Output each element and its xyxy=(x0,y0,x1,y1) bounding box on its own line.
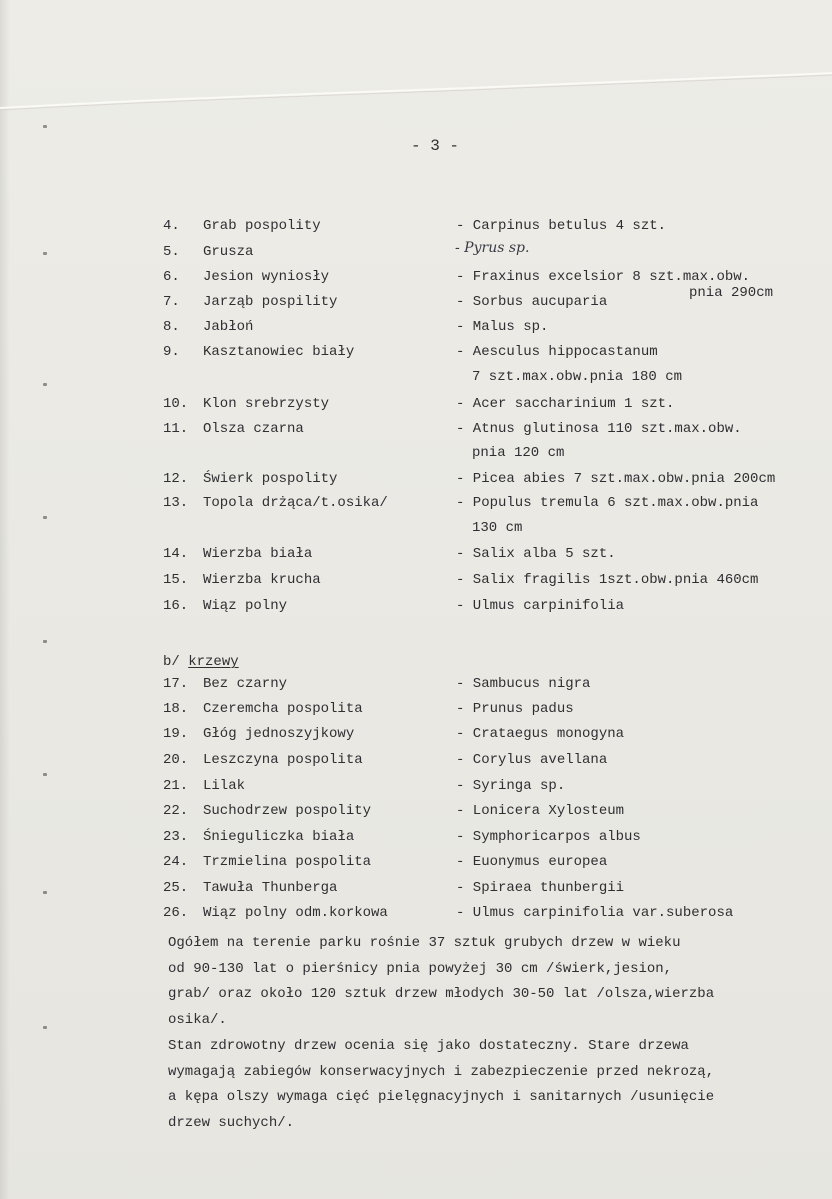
species-number: 19. xyxy=(163,726,189,742)
section-title: krzewy xyxy=(188,654,239,670)
latin-name: - Carpinus betulus 4 szt. xyxy=(456,218,667,234)
species-row-17 xyxy=(0,674,832,698)
polish-name: Grab pospolity xyxy=(203,218,321,234)
species-row-21 xyxy=(0,776,832,800)
polish-name: Wiąz polny xyxy=(203,598,288,614)
species-number: 22. xyxy=(163,803,189,819)
paragraph-line: a kępa olszy wymaga cięć pielęgnacyjnych i sanitarnych /usunięcie xyxy=(168,1089,715,1106)
species-row-4 xyxy=(0,216,832,240)
latin-name: - Salix fragilis 1szt.obw.pnia 460cm xyxy=(456,572,759,588)
species-number: 11. xyxy=(163,421,189,437)
species-number: 18. xyxy=(163,701,189,717)
species-row-20 xyxy=(0,750,832,774)
species-row-15 xyxy=(0,570,832,594)
shrubs-section-heading xyxy=(163,652,303,676)
latin-name-continuation: 130 cm xyxy=(472,520,523,536)
species-number: 20. xyxy=(163,752,189,768)
species-row-14 xyxy=(0,544,832,568)
paragraph-line: od 90-130 lat o pierśnicy pnia powyżej 30 cm /świerk,jesion, xyxy=(168,960,673,977)
paragraph-line: drzew suchych/. xyxy=(168,1114,295,1131)
margin-mark xyxy=(43,1026,47,1029)
species-row-13 xyxy=(0,493,832,517)
polish-name: Olsza czarna xyxy=(203,421,304,437)
handwritten-latin-name: - Pyrus sp. xyxy=(455,240,530,256)
species-number: 21. xyxy=(163,778,189,794)
trunk-note: pnia 290cm xyxy=(689,285,774,301)
latin-name: - Lonicera Xylosteum xyxy=(456,803,625,819)
latin-name: - Symphoricarpos albus xyxy=(456,829,641,845)
latin-name: - Atnus glutinosa 110 szt.max.obw. xyxy=(456,421,742,437)
latin-name: - Ulmus carpinifolia var.suberosa xyxy=(456,905,734,921)
species-row-18 xyxy=(0,699,832,723)
species-number: 9. xyxy=(163,344,180,360)
species-row-22 xyxy=(0,801,832,825)
latin-name: - Fraxinus excelsior 8 szt.max.obw. xyxy=(456,269,751,285)
species-continuation xyxy=(0,443,832,467)
latin-name: - Malus sp. xyxy=(456,319,549,335)
species-number: 12. xyxy=(163,471,189,487)
species-row-25 xyxy=(0,878,832,902)
polish-name: Wierzba biała xyxy=(203,546,313,562)
polish-name: Suchodrzew pospolity xyxy=(203,803,372,819)
polish-name: Świerk pospolity xyxy=(203,471,338,487)
condition-paragraph xyxy=(168,1034,830,1136)
paragraph-line: grab/ oraz około 120 sztuk drzew młodych 30-50 lat /olsza,wierzba xyxy=(168,986,715,1003)
latin-name: - Salix alba 5 szt. xyxy=(456,546,616,562)
latin-name-continuation: 7 szt.max.obw.pnia 180 cm xyxy=(472,369,683,385)
species-number: 23. xyxy=(163,829,189,845)
species-row-23 xyxy=(0,827,832,851)
species-row-24 xyxy=(0,852,832,876)
margin-mark xyxy=(43,640,47,643)
polish-name: Trzmielina pospolita xyxy=(203,854,372,870)
species-row-9 xyxy=(0,342,832,366)
polish-name: Kasztanowiec biały xyxy=(203,344,355,360)
species-number: 17. xyxy=(163,676,189,692)
margin-mark xyxy=(43,125,47,128)
species-row-8 xyxy=(0,317,832,341)
species-row-19 xyxy=(0,724,832,748)
polish-name: Jabłoń xyxy=(203,319,254,335)
species-row-10 xyxy=(0,394,832,418)
polish-name: Śnieguliczka biała xyxy=(203,829,355,845)
species-number: 14. xyxy=(163,546,189,562)
latin-name: - Aesculus hippocastanum xyxy=(456,344,658,360)
section-prefix: b/ xyxy=(163,654,189,670)
species-number: 4. xyxy=(163,218,180,234)
paper-fold-line xyxy=(0,70,832,114)
polish-name: Jarząb pospility xyxy=(203,294,338,310)
latin-name: - Crataegus monogyna xyxy=(456,726,625,742)
polish-name: Grusza xyxy=(203,244,254,260)
latin-name: - Populus tremula 6 szt.max.obw.pnia xyxy=(456,495,759,511)
species-number: 13. xyxy=(163,495,189,511)
species-row-12 xyxy=(0,469,832,493)
polish-name: Bez czarny xyxy=(203,676,288,692)
latin-name: - Acer saccharinium 1 szt. xyxy=(456,396,675,412)
polish-name: Jesion wyniosły xyxy=(203,269,330,285)
latin-name: - Sambucus nigra xyxy=(456,676,591,692)
polish-name: Czeremcha pospolita xyxy=(203,701,363,717)
paragraph-line: osika/. xyxy=(168,1011,227,1028)
summary-paragraph xyxy=(168,931,830,1033)
latin-name: - Sorbus aucuparia xyxy=(456,294,608,310)
species-continuation xyxy=(0,518,832,542)
polish-name: Wierzba krucha xyxy=(203,572,321,588)
polish-name: Głóg jednoszyjkowy xyxy=(203,726,355,742)
paragraph-line: Ogółem na terenie parku rośnie 37 sztuk grubych drzew w wieku xyxy=(168,935,681,951)
polish-name: Topola drżąca/t.osika/ xyxy=(203,495,388,511)
species-number: 5. xyxy=(163,244,180,260)
species-row-16 xyxy=(0,596,832,620)
latin-name: - Ulmus carpinifolia xyxy=(456,598,625,614)
species-number: 8. xyxy=(163,319,180,335)
polish-name: Leszczyna pospolita xyxy=(203,752,363,768)
paragraph-line: wymagają zabiegów konserwacyjnych i zabezpieczenie przed nekrozą, xyxy=(168,1063,715,1080)
species-number: 24. xyxy=(163,854,189,870)
polish-name: Lilak xyxy=(203,778,246,794)
species-number: 16. xyxy=(163,598,189,614)
latin-name: - Spiraea thunbergii xyxy=(456,880,625,896)
species-number: 26. xyxy=(163,905,189,921)
species-number: 25. xyxy=(163,880,189,896)
latin-name: - Syringa sp. xyxy=(456,778,566,794)
latin-name: - Corylus avellana xyxy=(456,752,608,768)
species-number: 7. xyxy=(163,294,180,310)
species-number: 6. xyxy=(163,269,180,285)
latin-name-continuation: pnia 120 cm xyxy=(472,445,565,461)
species-row-7 xyxy=(0,292,832,316)
species-continuation xyxy=(0,367,832,391)
species-row-5 xyxy=(0,242,832,266)
latin-name: - Picea abies 7 szt.max.obw.pnia 200cm xyxy=(456,471,776,487)
latin-name: - Prunus padus xyxy=(456,701,574,717)
polish-name: Wiąz polny odm.korkowa xyxy=(203,905,388,921)
polish-name: Tawuła Thunberga xyxy=(203,880,338,896)
species-number: 10. xyxy=(163,396,189,412)
species-row-26 xyxy=(0,903,832,927)
species-number: 15. xyxy=(163,572,189,588)
paragraph-line: Stan zdrowotny drzew ocenia się jako dostateczny. Stare drzewa xyxy=(168,1038,689,1054)
latin-name: - Euonymus europea xyxy=(456,854,608,870)
species-row-11 xyxy=(0,419,832,443)
polish-name: Klon srebrzysty xyxy=(203,396,330,412)
page-number: - 3 - xyxy=(410,137,459,155)
